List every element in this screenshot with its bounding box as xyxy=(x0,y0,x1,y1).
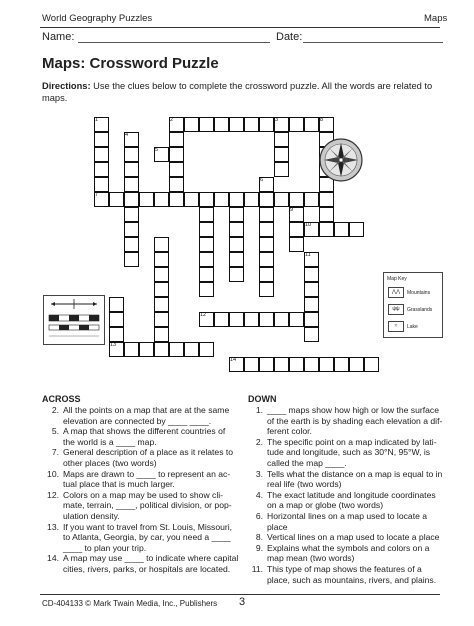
crossword-cell[interactable] xyxy=(244,192,259,207)
clue-text: place xyxy=(267,521,288,532)
clue-number: 10 xyxy=(305,222,312,228)
clue-item xyxy=(42,553,242,574)
crossword-cell[interactable] xyxy=(184,192,199,207)
crossword-cell[interactable] xyxy=(319,357,334,372)
crossword-cell[interactable] xyxy=(229,222,244,237)
clue-text: other places (two words) xyxy=(63,457,157,468)
clue-text: General description of a place as it relates to xyxy=(63,447,234,458)
clue-number: 1 xyxy=(95,117,99,123)
crossword-cell[interactable] xyxy=(214,117,229,132)
map-key-box xyxy=(383,272,443,338)
crossword-cell[interactable] xyxy=(139,342,154,357)
crossword-cell[interactable] xyxy=(94,177,109,192)
crossword-cell[interactable] xyxy=(229,312,244,327)
crossword-cell[interactable] xyxy=(124,192,139,207)
crossword-cell[interactable] xyxy=(244,312,259,327)
crossword-cell[interactable] xyxy=(229,192,244,207)
footer-divider xyxy=(40,594,440,595)
crossword-cell[interactable] xyxy=(154,192,169,207)
clue-number: 12 xyxy=(200,312,207,318)
map-key-row-mountains xyxy=(388,287,430,298)
crossword-cell[interactable] xyxy=(319,192,334,207)
clue-text: map mean (two words) xyxy=(267,553,355,564)
name-label: Name: xyxy=(42,31,75,43)
clue-item xyxy=(246,490,456,511)
clue-text: real life (two words) xyxy=(267,479,342,490)
clue-number: 10. xyxy=(47,468,59,479)
crossword-cell[interactable] xyxy=(94,162,109,177)
crossword-cell[interactable] xyxy=(289,222,304,237)
crossword-cell[interactable] xyxy=(199,282,214,297)
book-title: World Geography Puzzles xyxy=(42,13,153,24)
crossword-cell[interactable] xyxy=(199,267,214,282)
clue-text: Tells what the distance on a map is equal to in xyxy=(267,468,443,479)
crossword-cell[interactable] xyxy=(289,357,304,372)
crossword-cell[interactable] xyxy=(124,252,139,267)
crossword-cell[interactable] xyxy=(124,237,139,252)
page-number: 3 xyxy=(239,596,246,608)
compass-rose-icon xyxy=(318,137,364,183)
clue-text: mate, terrain, ____, political division, or pop- xyxy=(63,500,232,511)
crossword-cell[interactable] xyxy=(169,147,184,162)
clue-text: tual place that is much larger. xyxy=(63,479,175,490)
clue-number: 7. xyxy=(51,447,59,458)
crossword-cell[interactable] xyxy=(229,117,244,132)
clue-number: 1. xyxy=(255,405,263,415)
clue-number: 3. xyxy=(255,468,263,479)
clue-number: 9 xyxy=(290,207,294,213)
clue-item xyxy=(246,511,456,532)
clue-number: 4. xyxy=(255,489,263,500)
clue-number: 5 xyxy=(155,147,159,153)
clue-number: 2. xyxy=(51,405,59,415)
clue-number: 8. xyxy=(255,532,263,543)
crossword-cell[interactable] xyxy=(229,207,244,222)
crossword-cell[interactable] xyxy=(229,237,244,252)
crossword-cell[interactable] xyxy=(304,192,319,207)
crossword-cell[interactable] xyxy=(154,237,169,252)
crossword-cell[interactable] xyxy=(304,312,319,327)
unit-label: Maps xyxy=(424,13,448,24)
crossword-cell[interactable] xyxy=(124,147,139,162)
map-key-title: Map Key xyxy=(387,276,407,282)
page-title: Maps: Crossword Puzzle xyxy=(42,55,219,72)
crossword-cell[interactable] xyxy=(244,117,259,132)
clue-text: If you want to travel from St. Louis, Missouri, xyxy=(63,521,233,532)
clue-number: 6 xyxy=(260,177,264,183)
clue-text: ____ to plan your trip. xyxy=(63,542,147,553)
clue-number: 12. xyxy=(47,489,59,500)
clue-number: 5. xyxy=(51,426,59,437)
crossword-cell[interactable] xyxy=(154,342,169,357)
crossword-cell[interactable] xyxy=(259,267,274,282)
clue-item xyxy=(246,543,456,564)
clue-text: Maps are drawn to ____ to represent an ac- xyxy=(63,468,231,479)
clue-text: called the map ____. xyxy=(267,457,347,468)
crossword-cell[interactable] xyxy=(304,327,319,342)
clue-text: Vertical lines on a map used to locate a place xyxy=(267,532,440,543)
crossword-cell[interactable] xyxy=(259,207,274,222)
clue-text: A map may use ____ to indicate where capital xyxy=(63,553,239,564)
crossword-cell[interactable] xyxy=(154,327,169,342)
clue-number: 2. xyxy=(255,436,263,447)
clue-number: 9. xyxy=(255,542,263,553)
crossword-cell[interactable] xyxy=(364,357,379,372)
lake-icon: ≈ xyxy=(388,321,404,332)
crossword-cell[interactable] xyxy=(274,132,289,147)
crossword-cell[interactable] xyxy=(319,222,334,237)
crossword-cell[interactable] xyxy=(244,357,259,372)
crossword-cell[interactable] xyxy=(124,342,139,357)
crossword-cell[interactable] xyxy=(109,192,124,207)
crossword-cell[interactable] xyxy=(124,162,139,177)
crossword-cell[interactable] xyxy=(199,237,214,252)
clue-item xyxy=(246,469,456,490)
directions-label: Directions: xyxy=(42,81,91,91)
crossword-cell[interactable] xyxy=(289,192,304,207)
clue-text: Horizontal lines on a map used to locate a xyxy=(267,511,428,521)
crossword-cell[interactable] xyxy=(289,312,304,327)
crossword-cell[interactable] xyxy=(199,192,214,207)
clue-text: tude and longitude, such as 30°N, 95°W, is xyxy=(267,447,431,458)
clue-text: elevation are connected by ____ ____. xyxy=(63,415,212,426)
crossword-cell[interactable] xyxy=(319,207,334,222)
clue-text: the world is a ____ map. xyxy=(63,436,157,447)
crossword-cell[interactable] xyxy=(274,192,289,207)
crossword-cell[interactable] xyxy=(184,342,199,357)
crossword-cell[interactable] xyxy=(169,162,184,177)
crossword-cell[interactable] xyxy=(289,117,304,132)
crossword-cell[interactable] xyxy=(304,297,319,312)
clue-text: Colors on a map may be used to show cli- xyxy=(63,489,224,500)
clue-number: 6. xyxy=(255,511,263,521)
clue-item xyxy=(42,426,242,447)
mountain-icon: ⋀⋀ xyxy=(388,287,404,298)
map-scale-icon xyxy=(43,295,105,345)
crossword-cell[interactable] xyxy=(274,312,289,327)
crossword-cell[interactable] xyxy=(154,312,169,327)
clue-number: 14. xyxy=(47,553,59,564)
clue-item xyxy=(246,405,456,437)
crossword-cell[interactable] xyxy=(124,207,139,222)
clue-item xyxy=(42,405,242,426)
crossword-cell[interactable] xyxy=(334,222,349,237)
clue-text: This type of map shows the features of a xyxy=(267,564,422,574)
clue-text: ulation density. xyxy=(63,510,120,521)
crossword-cell[interactable] xyxy=(259,237,274,252)
crossword-cell[interactable] xyxy=(259,252,274,267)
clue-item xyxy=(246,532,456,543)
clue-item xyxy=(42,490,242,522)
crossword-cell[interactable] xyxy=(199,252,214,267)
clue-item xyxy=(246,437,456,469)
crossword-cell[interactable] xyxy=(109,297,124,312)
crossword-cell[interactable] xyxy=(94,132,109,147)
crossword-cell[interactable] xyxy=(229,252,244,267)
map-key-label: Mountains xyxy=(407,289,431,296)
crossword-cell[interactable] xyxy=(304,282,319,297)
crossword-cell[interactable] xyxy=(169,192,184,207)
crossword-cell[interactable] xyxy=(214,312,229,327)
crossword-cell[interactable] xyxy=(274,147,289,162)
across-heading: ACROSS xyxy=(42,394,81,404)
copyright: CD-404133 © Mark Twain Media, Inc., Publishers xyxy=(42,599,218,608)
crossword-cell[interactable] xyxy=(199,222,214,237)
crossword-cell[interactable] xyxy=(259,222,274,237)
map-key-label: Lake xyxy=(407,323,418,330)
clue-item xyxy=(42,522,242,554)
map-key-row-lake xyxy=(388,321,418,332)
clue-text: A map that shows the different countries of xyxy=(63,426,226,437)
crossword-cell[interactable] xyxy=(169,342,184,357)
crossword-cell[interactable] xyxy=(274,357,289,372)
crossword-cell[interactable] xyxy=(199,207,214,222)
crossword-cell[interactable] xyxy=(94,147,109,162)
crossword-cell[interactable] xyxy=(349,222,364,237)
crossword-cell[interactable] xyxy=(304,357,319,372)
crossword-cell[interactable] xyxy=(259,192,274,207)
crossword-cell[interactable] xyxy=(154,267,169,282)
clue-item xyxy=(42,447,242,468)
crossword-cell[interactable] xyxy=(304,117,319,132)
crossword-cell[interactable] xyxy=(184,117,199,132)
crossword-cell[interactable] xyxy=(109,312,124,327)
crossword-cell[interactable] xyxy=(124,177,139,192)
clue-text: The exact latitude and longitude coordinates xyxy=(267,489,436,500)
grass-icon: ψψ xyxy=(388,304,404,315)
crossword-cell[interactable] xyxy=(199,342,214,357)
clue-number: 4 xyxy=(125,132,129,138)
clue-text: All the points on a map that are at the same xyxy=(63,405,230,415)
crossword-cell[interactable] xyxy=(304,267,319,282)
down-heading: DOWN xyxy=(248,394,277,404)
clue-text: to Atlanta, Georgia, by car, you need a ____ xyxy=(63,532,231,543)
crossword-cell[interactable] xyxy=(334,357,349,372)
crossword-cell[interactable] xyxy=(154,297,169,312)
crossword-cell[interactable] xyxy=(349,357,364,372)
crossword-cell[interactable] xyxy=(274,162,289,177)
crossword-cell[interactable] xyxy=(214,192,229,207)
clue-text: ____ maps show how high or low the surface xyxy=(267,405,439,415)
clue-number: 13. xyxy=(47,521,59,532)
clue-text: of the earth is by shading each elevation a dif- xyxy=(267,415,443,426)
crossword-cell[interactable] xyxy=(229,267,244,282)
clue-text: cities, rivers, parks, or hospitals are located. xyxy=(63,563,231,574)
crossword-cell[interactable] xyxy=(139,192,154,207)
crossword-cell[interactable] xyxy=(124,222,139,237)
clue-text: ferent color. xyxy=(267,426,312,437)
crossword-cell[interactable] xyxy=(259,357,274,372)
clue-number: 11 xyxy=(305,252,311,258)
map-key-row-grasslands xyxy=(388,304,432,315)
clue-item xyxy=(42,469,242,490)
crossword-cell[interactable] xyxy=(169,177,184,192)
crossword-cell[interactable] xyxy=(154,252,169,267)
date-label: Date: xyxy=(276,31,303,43)
clue-text: The specific point on a map indicated by lati- xyxy=(267,436,437,447)
crossword-cell[interactable] xyxy=(109,327,124,342)
clue-number: 8 xyxy=(320,117,324,123)
crossword-cell[interactable] xyxy=(154,282,169,297)
clue-text: on a map or globe (two words) xyxy=(267,500,384,511)
clue-text: Explains what the symbols and colors on a xyxy=(267,542,430,553)
clue-number: 11. xyxy=(251,564,263,574)
map-key-label: Grasslands xyxy=(407,306,433,313)
crossword-cell[interactable] xyxy=(169,132,184,147)
crossword-cell[interactable] xyxy=(199,117,214,132)
crossword-cell[interactable] xyxy=(289,237,304,252)
crossword-cell[interactable] xyxy=(259,312,274,327)
clue-text: place, such as mountains, rivers, and plains. xyxy=(267,574,437,585)
crossword-cell[interactable] xyxy=(259,282,274,297)
clue-number: 2 xyxy=(170,117,174,123)
clue-number: 14 xyxy=(230,357,237,363)
clue-number: 13 xyxy=(110,342,117,348)
clue-item xyxy=(246,564,456,585)
clue-number: 3 xyxy=(275,117,279,123)
directions-text: Use the clues below to complete the crossword puzzle. All the words are related to maps. xyxy=(42,81,433,103)
clue-number: 7 xyxy=(95,192,99,198)
crossword-cell[interactable] xyxy=(259,117,274,132)
